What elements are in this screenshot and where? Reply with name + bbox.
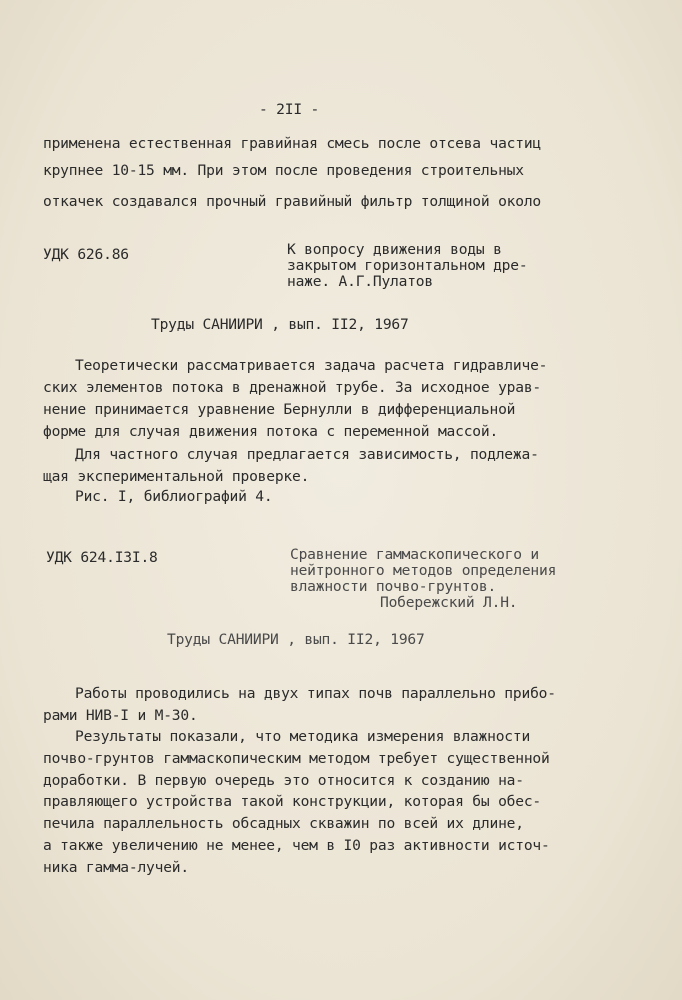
text-line: доработки. В первую очередь это относится к созданию на- [43, 772, 524, 789]
article-title-line: влажности почво-грунтов. [290, 578, 497, 595]
udk-code: УДК 624.I3I.8 [46, 549, 158, 566]
article-author: Побережский Л.Н. [380, 594, 518, 611]
article-title-line: К вопросу движения воды в [287, 241, 502, 258]
text-line: щая экспериментальной проверке. [43, 468, 310, 485]
article-title-line: наже. А.Г.Пулатов [287, 273, 433, 290]
text-line: ских элементов потока в дренажной трубе. За исходное урав- [43, 379, 541, 396]
article-title-line: нейтронного методов определения [290, 562, 557, 579]
text-line: Теоретически рассматривается задача расчета гидравличе- [75, 357, 548, 374]
text-line: печила параллельность обсадных скважин по всей их длине, [43, 815, 524, 832]
source-citation: Труды САНИИРИ , вып. II2, 1967 [151, 316, 409, 333]
text-line: применена естественная гравийная смесь после отсева частиц [43, 135, 541, 152]
text-line: форме для случая движения потока с переменной массой. [43, 423, 499, 440]
page-number: - 2II - [259, 101, 320, 118]
text-line: ника гамма-лучей. [43, 859, 189, 876]
text-line: откачек создавался прочный гравийный фильтр толщиной около [43, 193, 541, 210]
text-line: нение принимается уравнение Бернулли в дифференциальной [43, 401, 516, 418]
source-citation: Труды САНИИРИ , вып. II2, 1967 [167, 631, 425, 648]
udk-code: УДК 626.86 [43, 246, 129, 263]
article-title-line: Сравнение гаммаскопического и [290, 546, 539, 563]
text-line: Работы проводились на двух типах почв параллельно прибо- [75, 685, 556, 702]
article-title-line: закрытом горизонтальном дре- [287, 257, 528, 274]
text-line: Результаты показали, что методика измерения влажности [75, 728, 531, 745]
text-line: правляющего устройства такой конструкции, которая бы обес- [43, 793, 541, 810]
text-line: а также увеличению не менее, чем в I0 раз активности источ- [43, 837, 550, 854]
text-line: почво-грунтов гаммаскопическим методом требует существенной [43, 750, 550, 767]
text-line: Для частного случая предлагается зависимость, подлежа- [75, 446, 539, 463]
text-line: крупнее 10-15 мм. При этом после проведения строительных [43, 162, 524, 179]
text-line: рами НИВ-I и М-30. [43, 707, 198, 724]
figures-references: Рис. I, библиографий 4. [75, 488, 273, 505]
